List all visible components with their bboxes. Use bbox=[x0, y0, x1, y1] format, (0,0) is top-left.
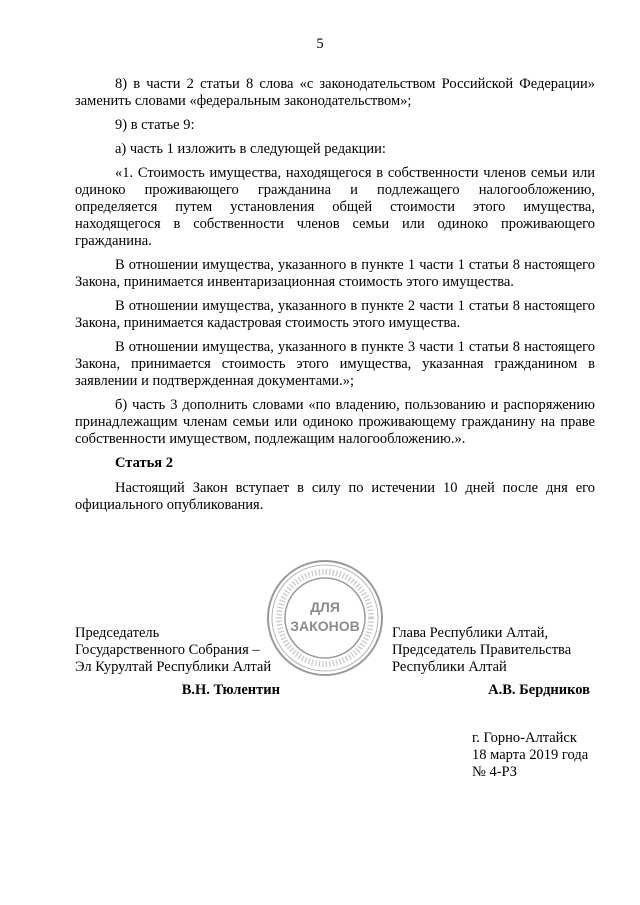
quoted-para-item-2: В отношении имущества, указанного в пункте 2 части 1 статьи 8 настоящего Закона, принимается кадастровая стоимость этого имущества. bbox=[75, 298, 595, 331]
signature-left-line2: Государственного Собрания – bbox=[75, 642, 260, 658]
quoted-part-1: «1. Стоимость имущества, находящегося в собственности членов семьи или одиноко проживающего гражданина и подлежащего налогообложению, определяется путем установления общей стоимости этого имущества, находящегося в собственности членов семьи или одиноко проживающего гражданина. bbox=[75, 165, 595, 249]
stamp-text-line2: ЗАКОНОВ bbox=[290, 618, 360, 634]
quoted-para-item-3: В отношении имущества, указанного в пункте 3 части 1 статьи 8 настоящего Закона, принимается стоимость этого имущества, указанная гражданином в заявлении и подтвержденная документами.»; bbox=[75, 339, 595, 389]
signature-left-name: В.Н. Тюлентин bbox=[181, 682, 280, 698]
signature-right-name: А.В. Бердников bbox=[488, 682, 590, 698]
signature-block-left bbox=[75, 625, 285, 676]
effective-date-paragraph: Настоящий Закон вступает в силу по истечении 10 дней после дня его официального опубликования. bbox=[75, 480, 595, 513]
signature-right-line1: Глава Республики Алтай, bbox=[392, 625, 549, 641]
signature-right-line3: Республики Алтай bbox=[392, 659, 507, 675]
place-of-signing: г. Горно-Алтайск bbox=[472, 730, 577, 746]
quoted-para-item-1: В отношении имущества, указанного в пункте 1 части 1 статьи 8 настоящего Закона, принимается инвентаризационная стоимость этого имущества. bbox=[75, 257, 595, 290]
paragraph-9a: а) часть 1 изложить в следующей редакции: bbox=[115, 141, 386, 157]
signature-left-line1: Председатель bbox=[75, 625, 160, 641]
paragraph-9b: б) часть 3 дополнить словами «по владению, пользованию и распоряжению принадлежащим членам семьи или одиноко проживающему гражданину на праве собственности имуществом, подлежащим налогообложению.». bbox=[75, 397, 595, 447]
page-number: 5 bbox=[316, 36, 324, 52]
place-date-block bbox=[472, 730, 588, 781]
stamp-text-line1: ДЛЯ bbox=[310, 599, 340, 615]
law-number: № 4-РЗ bbox=[472, 764, 518, 780]
paragraph-9: 9) в статье 9: bbox=[115, 117, 195, 133]
signature-left-line3: Эл Курултай Республики Алтай bbox=[75, 659, 272, 675]
signing-date: 18 марта 2019 года bbox=[472, 747, 589, 763]
article-2-heading: Статья 2 bbox=[115, 455, 173, 471]
document-body bbox=[75, 76, 595, 521]
paragraph-8: 8) в части 2 статьи 8 слова «с законодательством Российской Федерации» заменить словами «федеральным законодательством»; bbox=[75, 76, 595, 109]
signature-right-line2: Председатель Правительства bbox=[392, 642, 572, 658]
signature-block-right bbox=[392, 625, 597, 676]
